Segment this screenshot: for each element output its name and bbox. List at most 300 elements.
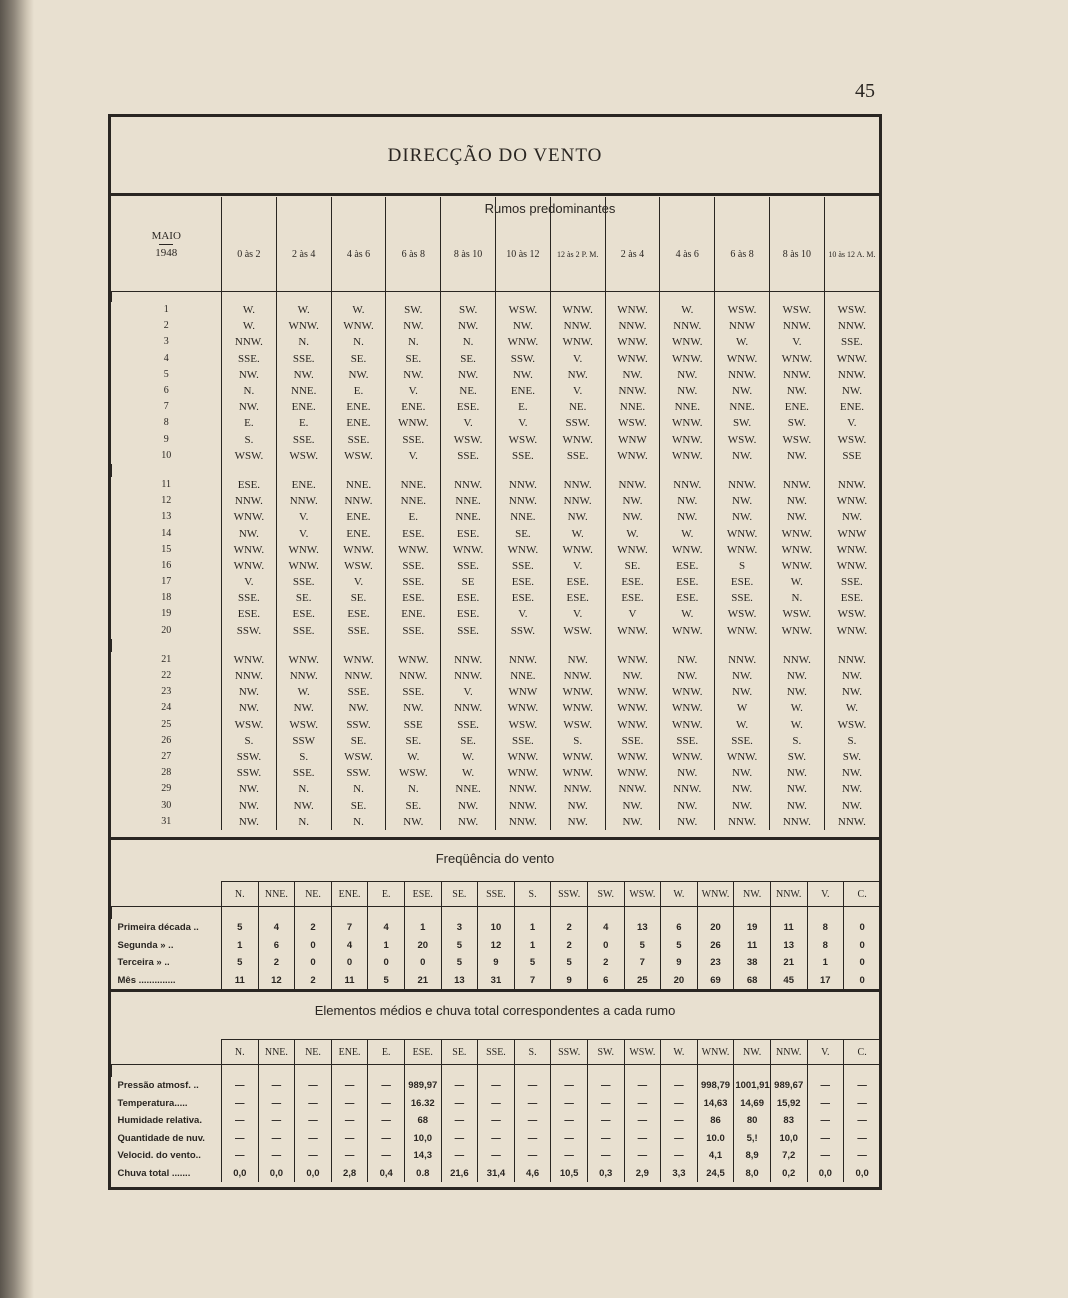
wind-cell: SSE. [276, 623, 331, 639]
wind-cell: SSE. [331, 684, 386, 700]
wind-cell: ENE. [331, 509, 386, 525]
wind-cell: WSW. [222, 448, 277, 464]
wind-cell: W. [441, 749, 496, 765]
value-cell: 0,3 [587, 1165, 624, 1183]
wind-cell: W. [769, 574, 824, 590]
wind-cell: WNW. [715, 623, 770, 639]
hour-header: 10 às 12 [495, 197, 550, 292]
wind-cell: WNW. [386, 542, 441, 558]
wind-cell: V. [276, 525, 331, 541]
wind-cell: NNW. [715, 477, 770, 493]
wind-cell: NNE. [441, 493, 496, 509]
table-row [112, 432, 880, 448]
wind-cell: WSW. [605, 415, 660, 431]
wind-cell: NW. [660, 493, 715, 509]
hour-header: 6 às 8 [715, 197, 770, 292]
wind-cell: NNW. [550, 781, 605, 797]
wind-cell: N. [276, 814, 331, 830]
wind-cell: NNE. [495, 668, 550, 684]
wind-cell: NW. [222, 700, 277, 716]
wind-cell: WSW. [715, 302, 770, 318]
wind-cell: NW. [222, 525, 277, 541]
wind-cell: WNW. [550, 765, 605, 781]
wind-cell: S. [824, 733, 879, 749]
wind-cell: NW. [386, 814, 441, 830]
wind-cell: NNW. [660, 781, 715, 797]
wind-cell: ESE. [605, 590, 660, 606]
wind-cell: NW. [715, 493, 770, 509]
wind-cell: NNW. [824, 477, 879, 493]
direction-header: V. [807, 882, 844, 907]
direction-header: NNE. [258, 882, 295, 907]
wind-cell: NW. [222, 367, 277, 383]
wind-cell: NW. [605, 814, 660, 830]
wind-cell: SSW. [222, 749, 277, 765]
wind-cell: N. [769, 590, 824, 606]
value-cell: 11 [331, 972, 368, 990]
wind-cell: NNW. [441, 700, 496, 716]
hour-header: 0 às 2 [222, 197, 277, 292]
wind-cell: WSW. [495, 717, 550, 733]
wind-cell: W. [222, 318, 277, 334]
wind-cell: NNW. [550, 493, 605, 509]
value-cell: — [661, 1077, 698, 1095]
wind-cell: NW. [605, 797, 660, 813]
value-cell: — [807, 1095, 844, 1113]
wind-cell: NW. [605, 493, 660, 509]
wind-cell: WNW [605, 432, 660, 448]
value-cell: — [551, 1130, 588, 1148]
wind-cell: SSW. [222, 765, 277, 781]
wind-cell: NW. [769, 493, 824, 509]
value-cell: 12 [478, 937, 515, 955]
wind-cell: WNW. [660, 542, 715, 558]
wind-cell: NW. [824, 684, 879, 700]
wind-cell: NNE. [495, 509, 550, 525]
wind-cell: NNW. [605, 477, 660, 493]
table-row [112, 1165, 881, 1183]
value-cell: — [331, 1130, 368, 1148]
value-cell: 14,3 [404, 1147, 441, 1165]
wind-cell: NNE. [386, 477, 441, 493]
wind-cell: SSE. [276, 574, 331, 590]
wind-cell: ENE. [824, 399, 879, 415]
day-number: 23 [161, 686, 172, 698]
value-cell: 86 [697, 1112, 734, 1130]
wind-cell: SE. [441, 733, 496, 749]
wind-cell: NNW. [441, 652, 496, 668]
wind-cell: NNW [715, 318, 770, 334]
hour-header: 2 às 4 [276, 197, 331, 292]
value-cell: — [551, 1112, 588, 1130]
wind-cell: WNW. [769, 623, 824, 639]
wind-cell: S [715, 558, 770, 574]
direction-header: SSW. [551, 882, 588, 907]
table-row [112, 509, 880, 525]
wind-cell: W. [660, 525, 715, 541]
wind-cell: ENE. [276, 477, 331, 493]
elem-rule [111, 989, 879, 992]
value-cell: 0 [295, 954, 332, 972]
value-cell: 4,1 [697, 1147, 734, 1165]
wind-cell: S. [222, 432, 277, 448]
wind-cell: N. [386, 334, 441, 350]
table-row [112, 448, 880, 464]
wind-cell: WNW. [605, 334, 660, 350]
row-label: Humidade relativa. [117, 1115, 202, 1127]
wind-cell: S. [276, 749, 331, 765]
day-number: 5 [163, 368, 169, 380]
wind-cell: NW. [441, 797, 496, 813]
value-cell: 20 [404, 937, 441, 955]
value-cell: 0 [844, 972, 881, 990]
wind-cell: SSE. [715, 590, 770, 606]
spacer-row [112, 1065, 881, 1078]
direction-header: WSW. [624, 1040, 661, 1065]
wind-cell: NNW. [276, 493, 331, 509]
wind-direction-frame [108, 114, 882, 1190]
direction-header: SE. [441, 882, 478, 907]
wind-cell: NW. [824, 668, 879, 684]
wind-cell: SSE. [495, 558, 550, 574]
wind-cell: S. [769, 733, 824, 749]
wind-cell: WNW. [824, 558, 879, 574]
wind-cell: N. [331, 781, 386, 797]
table-row [112, 493, 880, 509]
wind-cell: ESE. [441, 525, 496, 541]
value-cell: — [587, 1130, 624, 1148]
wind-cell: NW. [441, 367, 496, 383]
wind-cell: NW. [331, 700, 386, 716]
value-cell: 6 [587, 972, 624, 990]
value-cell: — [551, 1077, 588, 1095]
wind-cell: SSE. [824, 574, 879, 590]
value-cell: 0 [587, 937, 624, 955]
wind-cell: WNW. [605, 684, 660, 700]
direction-header: E. [368, 882, 405, 907]
direction-header: V. [807, 1040, 844, 1065]
direction-header: WSW. [624, 882, 661, 907]
value-cell: — [222, 1130, 259, 1148]
table-row [112, 367, 880, 383]
value-cell: — [331, 1077, 368, 1095]
wind-cell: ESE. [495, 590, 550, 606]
value-cell: — [258, 1077, 295, 1095]
value-cell: 11 [770, 919, 807, 937]
value-cell: 1 [514, 919, 551, 937]
wind-cell: WNW. [769, 351, 824, 367]
wind-cell: WSW. [331, 749, 386, 765]
day-number: 15 [161, 543, 172, 555]
value-cell: — [441, 1095, 478, 1113]
value-cell: — [807, 1147, 844, 1165]
wind-cell: WNW. [550, 749, 605, 765]
value-cell: 4 [258, 919, 295, 937]
wind-cell: SE. [495, 525, 550, 541]
wind-cell: V. [386, 383, 441, 399]
wind-cell: WNW. [824, 623, 879, 639]
wind-cell: NNW. [276, 668, 331, 684]
wind-cell: WSW. [715, 432, 770, 448]
value-cell: — [624, 1147, 661, 1165]
wind-cell: NW. [550, 814, 605, 830]
value-cell: 989,67 [770, 1077, 807, 1095]
wind-cell: WNW. [386, 652, 441, 668]
wind-cell: WNW. [605, 302, 660, 318]
value-cell: 7 [331, 919, 368, 937]
wind-cell: NNW. [495, 652, 550, 668]
wind-cell: SSW. [550, 415, 605, 431]
value-cell: 68 [404, 1112, 441, 1130]
value-cell: 2 [258, 954, 295, 972]
wind-cell: SE. [331, 590, 386, 606]
day-number: 22 [161, 670, 172, 682]
value-cell: — [478, 1077, 515, 1095]
wind-cell: V. [495, 606, 550, 622]
wind-cell: ESE. [276, 606, 331, 622]
wind-cell: SE [441, 574, 496, 590]
wind-cell: SSW. [495, 623, 550, 639]
wind-cell: E. [495, 399, 550, 415]
value-cell: — [844, 1077, 881, 1095]
direction-header: W. [661, 1040, 698, 1065]
value-cell: — [331, 1112, 368, 1130]
wind-cell: ESE. [495, 574, 550, 590]
wind-cell: WNW. [605, 749, 660, 765]
wind-cell: ESE. [386, 590, 441, 606]
value-cell: — [478, 1130, 515, 1148]
value-cell: 9 [661, 954, 698, 972]
table-row [112, 590, 880, 606]
wind-cell: NW. [386, 700, 441, 716]
value-cell: 0 [844, 919, 881, 937]
value-cell: 8 [807, 919, 844, 937]
wind-cell: WSW. [222, 717, 277, 733]
frequency-table [111, 881, 880, 989]
wind-cell: V. [222, 574, 277, 590]
wind-cell: NNW. [550, 318, 605, 334]
wind-cell: NNW. [222, 493, 277, 509]
wind-cell: NE. [550, 399, 605, 415]
year-label: 1948 [155, 246, 178, 259]
value-cell: — [295, 1112, 332, 1130]
value-cell: — [441, 1112, 478, 1130]
wind-cell: NE. [441, 383, 496, 399]
wind-cell: NW. [550, 652, 605, 668]
hour-header: 6 às 8 [386, 197, 441, 292]
wind-cell: NW. [276, 367, 331, 383]
wind-cell: ESE. [660, 590, 715, 606]
value-cell: 10,5 [551, 1165, 588, 1183]
wind-cell: WNW. [550, 700, 605, 716]
wind-cell: WNW. [660, 749, 715, 765]
day-number: 12 [161, 495, 172, 507]
table-row [112, 318, 880, 334]
value-cell: 2 [551, 937, 588, 955]
day-number: 16 [161, 559, 172, 571]
wind-cell: S. [550, 733, 605, 749]
value-cell: — [441, 1077, 478, 1095]
value-cell: — [514, 1112, 551, 1130]
wind-cell: WNW. [441, 542, 496, 558]
table-row [112, 525, 880, 541]
wind-cell: E. [276, 415, 331, 431]
wind-cell: WNW. [550, 684, 605, 700]
wind-cell: SSW. [222, 623, 277, 639]
value-cell: 1 [222, 937, 259, 955]
wind-cell: NW. [769, 765, 824, 781]
row-label: Quantidade de nuv. [117, 1132, 205, 1144]
direction-header: SSE. [478, 882, 515, 907]
wind-cell: WNW. [715, 351, 770, 367]
day-number: 10 [161, 449, 172, 461]
wind-cell: WSW. [769, 606, 824, 622]
table-row [112, 781, 880, 797]
spacer-row [112, 907, 881, 920]
wind-cell: NNW. [824, 367, 879, 383]
value-cell: 5 [368, 972, 405, 990]
value-cell: — [514, 1077, 551, 1095]
value-cell: — [295, 1095, 332, 1113]
value-cell: — [258, 1130, 295, 1148]
wind-cell: SW. [715, 415, 770, 431]
wind-cell: V. [550, 383, 605, 399]
wind-cell: NW. [769, 668, 824, 684]
value-cell: — [295, 1147, 332, 1165]
wind-cell: SSE. [660, 733, 715, 749]
wind-cell: WNW. [605, 351, 660, 367]
direction-header: WNW. [697, 882, 734, 907]
wind-cell: ESE. [441, 606, 496, 622]
wind-cell: WSW. [715, 606, 770, 622]
value-cell: — [807, 1112, 844, 1130]
value-cell: 4 [331, 937, 368, 955]
day-number: 26 [161, 734, 172, 746]
wind-cell: NW. [222, 684, 277, 700]
wind-cell: NW. [331, 367, 386, 383]
wind-cell: SSE. [386, 684, 441, 700]
wind-cell: SW. [769, 415, 824, 431]
hour-header: 8 às 10 [441, 197, 496, 292]
value-cell: 7 [624, 954, 661, 972]
wind-cell: WNW. [605, 652, 660, 668]
wind-cell: NW. [386, 367, 441, 383]
wind-cell: NNE. [331, 477, 386, 493]
wind-cell: SSW. [331, 717, 386, 733]
value-cell: — [661, 1112, 698, 1130]
wind-cell: NW. [660, 765, 715, 781]
value-cell: 0 [331, 954, 368, 972]
wind-cell: SSE. [222, 590, 277, 606]
day-number: 9 [163, 433, 169, 445]
day-number: 28 [161, 767, 172, 779]
table-row [112, 668, 880, 684]
wind-cell: N. [222, 383, 277, 399]
wind-cell: NNW. [715, 814, 770, 830]
value-cell: 0 [368, 954, 405, 972]
wind-cell: WSW. [824, 302, 879, 318]
wind-cell: NW. [660, 652, 715, 668]
wind-cell: WNW. [386, 415, 441, 431]
wind-cell: WNW. [495, 765, 550, 781]
value-cell: 0,0 [222, 1165, 259, 1183]
direction-header: NW. [734, 882, 771, 907]
wind-cell: WNW. [495, 700, 550, 716]
value-cell: — [478, 1112, 515, 1130]
wind-cell: SE. [386, 797, 441, 813]
wind-cell: NNW. [715, 652, 770, 668]
value-cell: — [368, 1095, 405, 1113]
wind-cell: SSE. [441, 717, 496, 733]
wind-cell: ESE. [222, 606, 277, 622]
value-cell: — [441, 1130, 478, 1148]
wind-cell: NNW. [495, 477, 550, 493]
direction-header: SSW. [551, 1040, 588, 1065]
value-cell: — [331, 1147, 368, 1165]
wind-cell: NW. [769, 797, 824, 813]
wind-cell: ESE. [715, 574, 770, 590]
table-row [112, 954, 881, 972]
value-cell: — [258, 1147, 295, 1165]
day-number: 18 [161, 592, 172, 604]
wind-cell: NW. [769, 781, 824, 797]
value-cell: 0 [844, 954, 881, 972]
day-number: 13 [161, 511, 172, 523]
wind-cell: N. [331, 334, 386, 350]
value-cell: — [587, 1147, 624, 1165]
value-cell: 4,6 [514, 1165, 551, 1183]
wind-cell: SSW [276, 733, 331, 749]
value-cell: 17 [807, 972, 844, 990]
table-row [112, 717, 880, 733]
wind-cell: V [605, 606, 660, 622]
value-cell: 6 [661, 919, 698, 937]
row-label: Temperatura..... [117, 1097, 188, 1109]
wind-cell: SSE. [824, 334, 879, 350]
wind-cell: NNE. [441, 509, 496, 525]
wind-cell: W. [276, 302, 331, 318]
value-cell: — [624, 1112, 661, 1130]
table-row [112, 1130, 881, 1148]
row-label: Primeira década .. [117, 922, 199, 934]
value-cell: 13 [441, 972, 478, 990]
wind-cell: E. [386, 509, 441, 525]
table-row [112, 814, 880, 830]
wind-cell: ESE. [441, 399, 496, 415]
wind-cell: ENE. [331, 415, 386, 431]
wind-cell: NNW. [222, 668, 277, 684]
wind-cell: WSW. [824, 432, 879, 448]
wind-cell: SSE. [331, 623, 386, 639]
table-row [112, 749, 880, 765]
value-cell: 5 [514, 954, 551, 972]
value-cell: 0,4 [368, 1165, 405, 1183]
direction-header: ENE. [331, 1040, 368, 1065]
table-row [112, 765, 880, 781]
wind-cell: W. [824, 700, 879, 716]
wind-cell: SE. [441, 351, 496, 367]
wind-cell: NNW. [769, 814, 824, 830]
wind-cell: N. [331, 814, 386, 830]
month-label: MAIO [151, 229, 181, 242]
wind-cell: NW. [715, 765, 770, 781]
direction-header: C. [844, 882, 881, 907]
value-cell: — [551, 1147, 588, 1165]
wind-cell: NNW. [331, 493, 386, 509]
value-cell: — [222, 1095, 259, 1113]
row-label: Velocid. do vento.. [117, 1150, 201, 1162]
day-number: 24 [161, 702, 172, 714]
